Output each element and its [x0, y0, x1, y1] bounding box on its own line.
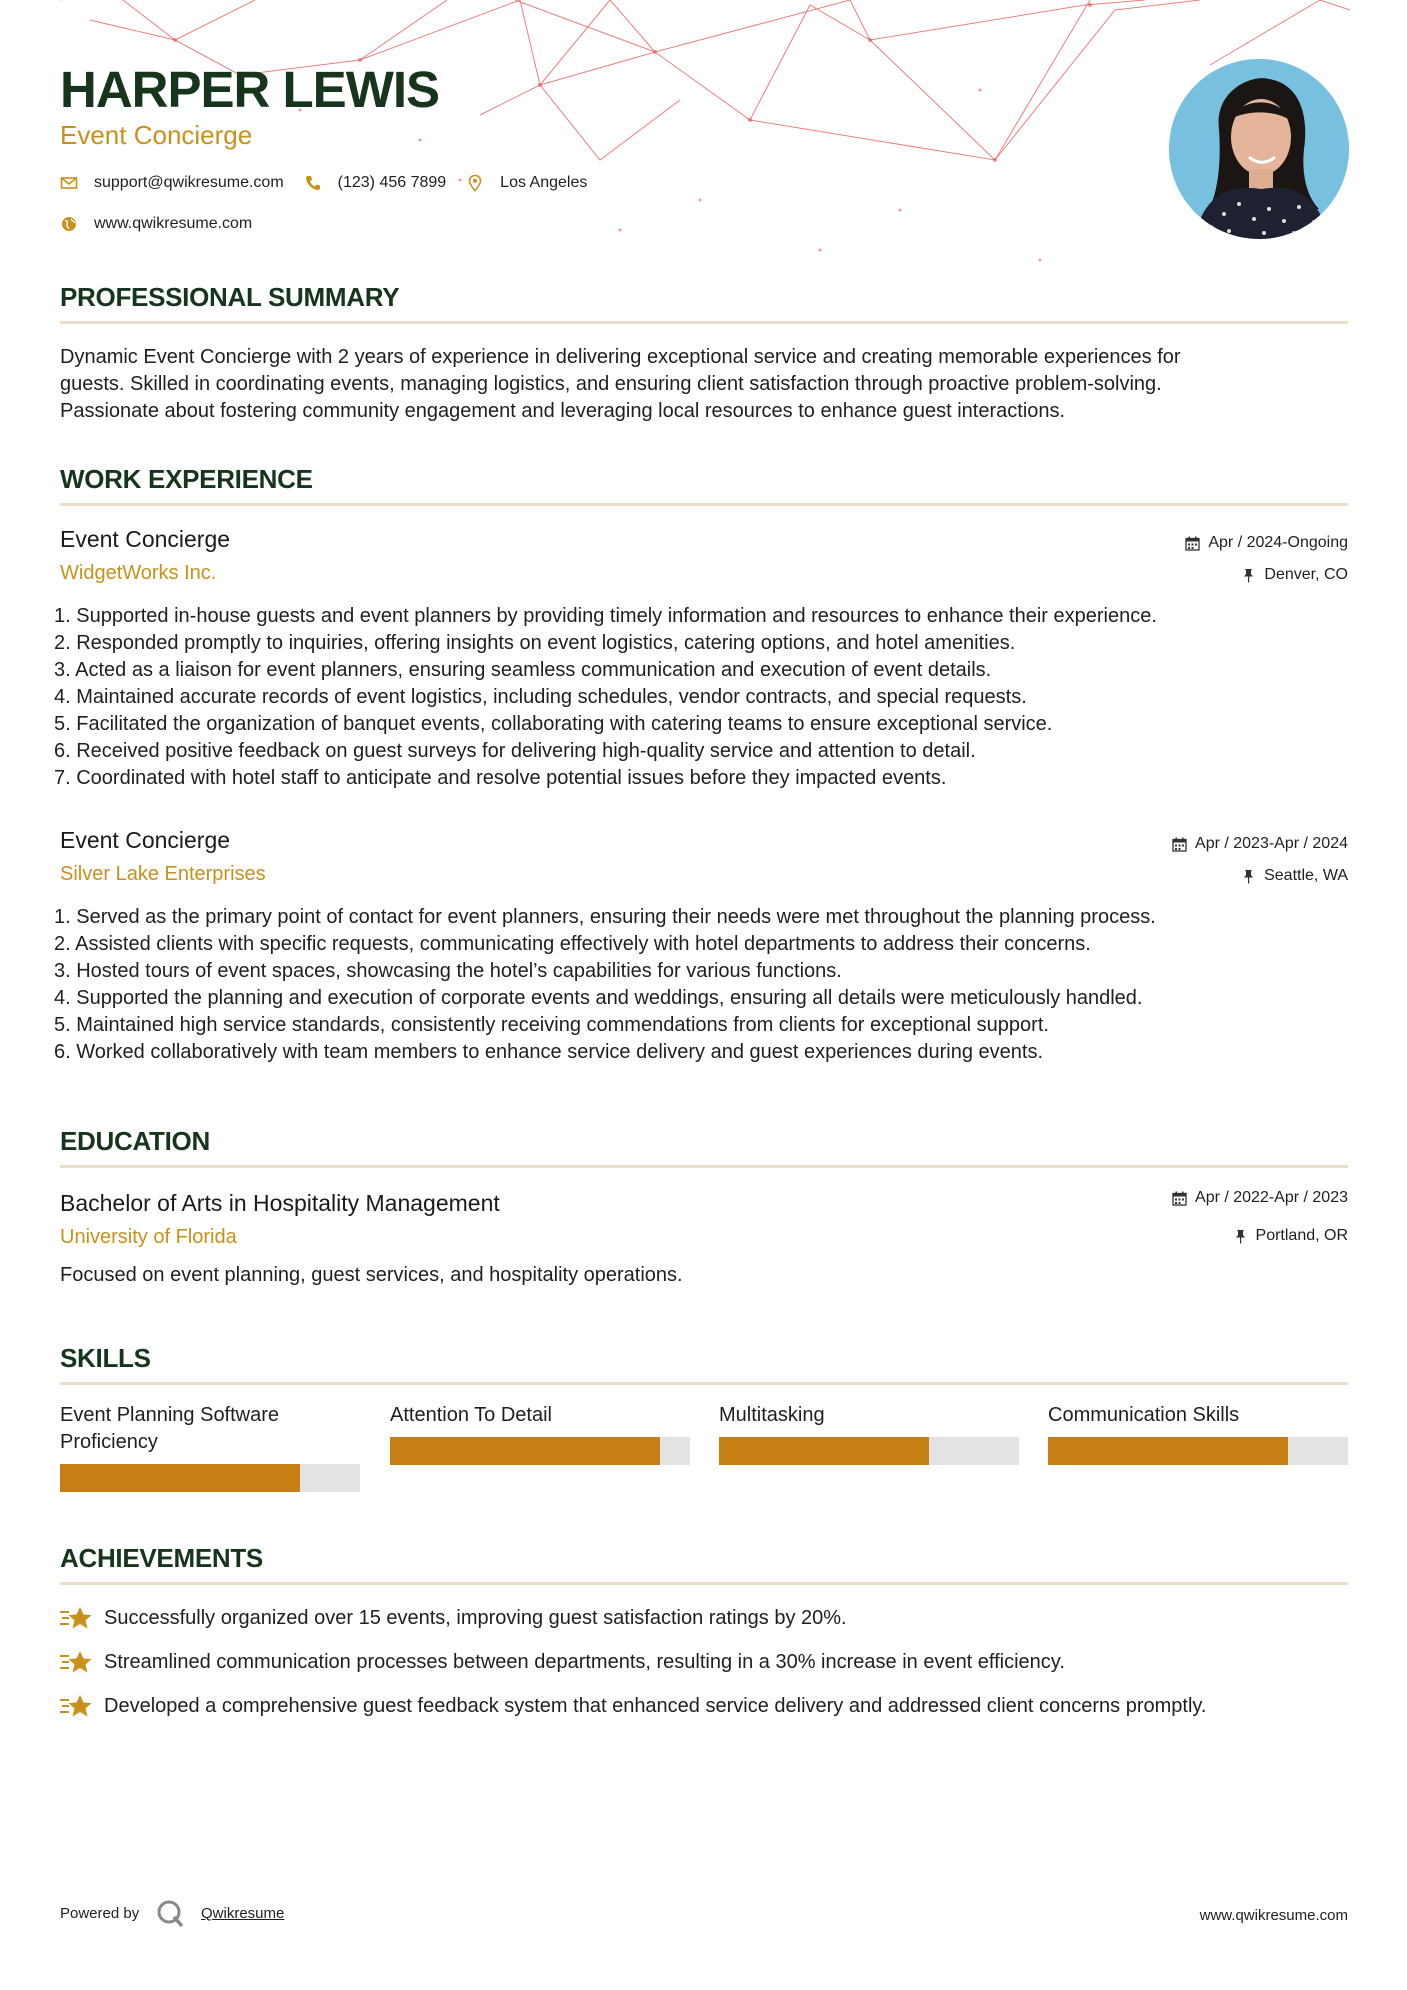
list-item: 6. Received positive feedback on guest surveys for delivering high-quality service and attention to detail. — [54, 740, 976, 762]
skill-item — [1048, 1402, 1348, 1465]
summary-text — [60, 344, 1348, 425]
skill-name: Attention To Detail — [390, 1404, 552, 1426]
skill-item — [60, 1402, 360, 1492]
list-item: 1. Supported in-house guests and event planners by providing timely information and resources to enhance their experience. — [54, 605, 1157, 627]
section-title-achievements: ACHIEVEMENTS — [60, 1543, 263, 1573]
achievement-text: Developed a comprehensive guest feedback system that enhanced service delivery and addressed client concerns promptly. — [104, 1694, 1207, 1717]
list-item: 4. Supported the planning and execution of corporate events and weddings, ensuring all details were meticulously handled. — [54, 987, 1143, 1009]
skill-bar — [60, 1464, 360, 1492]
envelope-icon — [60, 174, 78, 192]
pushpin-icon — [1241, 869, 1256, 884]
contact-website[interactable] — [60, 215, 252, 233]
section-title-skills: SKILLS — [60, 1343, 151, 1373]
calendar-icon — [1172, 837, 1187, 852]
map-pin-icon — [466, 174, 484, 192]
school-name: University of Florida — [60, 1226, 237, 1248]
list-item: 5. Maintained high service standards, consistently receiving commendations from clients for exceptional support. — [54, 1014, 1049, 1036]
company-name: Silver Lake Enterprises — [60, 863, 266, 885]
website-text: www.qwikresume.com — [94, 215, 253, 232]
dates-text: Apr / 2024-Ongoing — [1208, 534, 1348, 551]
dates-text: Apr / 2022-Apr / 2023 — [1195, 1189, 1348, 1206]
achievement-item — [60, 1604, 847, 1632]
list-item: 7. Coordinated with hotel staff to anticipate and resolve potential issues before they impacted events. — [54, 767, 947, 789]
skill-name: Communication Skills — [1048, 1404, 1240, 1426]
pushpin-icon — [1233, 1229, 1248, 1244]
achievement-text: Successfully organized over 15 events, improving guest satisfaction ratings by 20%. — [104, 1606, 847, 1629]
summary-line: guests. Skilled in coordinating events, managing logistics, and ensuring client satisfaction through proactive problem-solving. — [60, 373, 1162, 395]
achievement-text: Streamlined communication processes between departments, resulting in a 30% increase in event efficiency. — [104, 1650, 1065, 1673]
dates-text: Apr / 2023-Apr / 2024 — [1195, 835, 1348, 852]
skill-bar — [390, 1437, 690, 1465]
company-name: WidgetWorks Inc. — [60, 562, 217, 584]
profile-photo — [1169, 59, 1349, 239]
star-trophy-icon — [60, 1604, 94, 1632]
education-description: Focused on event planning, guest services, and hospitality operations. — [60, 1264, 683, 1286]
skill-item — [719, 1402, 1019, 1465]
powered-by-label: Powered by — [60, 1905, 140, 1922]
achievement-item — [60, 1692, 1206, 1720]
location-text: Seattle, WA — [1264, 867, 1348, 884]
profile-photo-image — [1169, 59, 1349, 239]
job-responsibilities — [54, 904, 1354, 1066]
degree-title: Bachelor of Arts in Hospitality Management — [60, 1190, 500, 1216]
calendar-icon — [1172, 1191, 1187, 1206]
candidate-name: HARPER LEWIS — [60, 61, 440, 118]
calendar-icon — [1185, 536, 1200, 551]
footer-website[interactable]: www.qwikresume.com — [1199, 1907, 1348, 1924]
job-location — [1241, 566, 1348, 584]
star-trophy-icon — [60, 1648, 94, 1676]
skill-name: Event Planning Software Proficiency — [60, 1404, 280, 1453]
contact-email[interactable] — [60, 174, 284, 192]
contact-phone[interactable] — [304, 174, 447, 192]
location-text: Los Angeles — [500, 174, 588, 191]
list-item: 5. Facilitated the organization of banquet events, collaborating with catering teams to ensure exceptional service. — [54, 713, 1053, 735]
contact-row-secondary — [60, 215, 272, 233]
list-item: 6. Worked collaboratively with team members to enhance service delivery and guest experiences during events. — [54, 1041, 1044, 1063]
contact-row-primary — [60, 174, 607, 192]
skill-bar-fill — [60, 1464, 300, 1492]
section-divider — [60, 1582, 1348, 1585]
list-item: 2. Responded promptly to inquiries, offering insights on event logistics, catering options, and hotel amenities. — [54, 632, 1016, 654]
job-location — [1241, 867, 1348, 885]
star-trophy-icon — [60, 1692, 94, 1720]
list-item: 4. Maintained accurate records of event logistics, including schedules, vendor contracts, and special requests. — [54, 686, 1027, 708]
email-text: support@qwikresume.com — [94, 174, 284, 191]
summary-line: Dynamic Event Concierge with 2 years of experience in delivering exceptional service and creating memorable experiences for — [60, 346, 1181, 368]
education-dates — [1172, 1189, 1348, 1207]
section-title-education: EDUCATION — [60, 1126, 210, 1156]
job-title: Event Concierge — [60, 526, 231, 552]
job-title: Event Concierge — [60, 827, 231, 853]
qwikresume-link[interactable]: Qwikresume — [201, 1905, 285, 1922]
location-text: Denver, CO — [1264, 566, 1348, 583]
skill-bar-fill — [390, 1437, 660, 1465]
skill-item — [390, 1402, 690, 1465]
education-location — [1233, 1227, 1348, 1245]
contact-location — [466, 174, 587, 192]
achievement-item — [60, 1648, 1065, 1676]
section-title-experience: WORK EXPERIENCE — [60, 464, 313, 494]
skill-bar — [1048, 1437, 1348, 1465]
section-divider — [60, 503, 1348, 506]
qwikresume-logo-icon — [156, 1899, 184, 1927]
pushpin-icon — [1241, 568, 1256, 583]
section-divider — [60, 1382, 1348, 1385]
list-item: 3. Acted as a liaison for event planners, ensuring seamless communication and execution of event details. — [54, 659, 992, 681]
phone-text: (123) 456 7899 — [337, 174, 447, 191]
job-dates — [1185, 534, 1348, 552]
list-item: 3. Hosted tours of event spaces, showcasing the hotel’s capabilities for various functions. — [54, 960, 842, 982]
candidate-title: Event Concierge — [60, 120, 253, 150]
skill-bar-fill — [1048, 1437, 1288, 1465]
section-divider — [60, 321, 1348, 324]
summary-line: Passionate about fostering community engagement and leveraging local resources to enhance guest interactions. — [60, 400, 1066, 422]
skill-name: Multitasking — [719, 1404, 825, 1426]
section-title-summary: PROFESSIONAL SUMMARY — [60, 282, 400, 312]
section-divider — [60, 1165, 1348, 1168]
job-responsibilities — [54, 603, 1354, 792]
location-text: Portland, OR — [1255, 1227, 1348, 1244]
skill-bar-fill — [719, 1437, 929, 1465]
skill-bar — [719, 1437, 1019, 1465]
globe-icon — [60, 215, 78, 233]
job-dates — [1172, 835, 1348, 853]
phone-icon — [304, 174, 322, 192]
list-item: 2. Assisted clients with specific requests, communicating effectively with hotel departments to address their concerns. — [54, 933, 1091, 955]
list-item: 1. Served as the primary point of contact for event planners, ensuring their needs were met throughout the planning process. — [54, 906, 1156, 928]
